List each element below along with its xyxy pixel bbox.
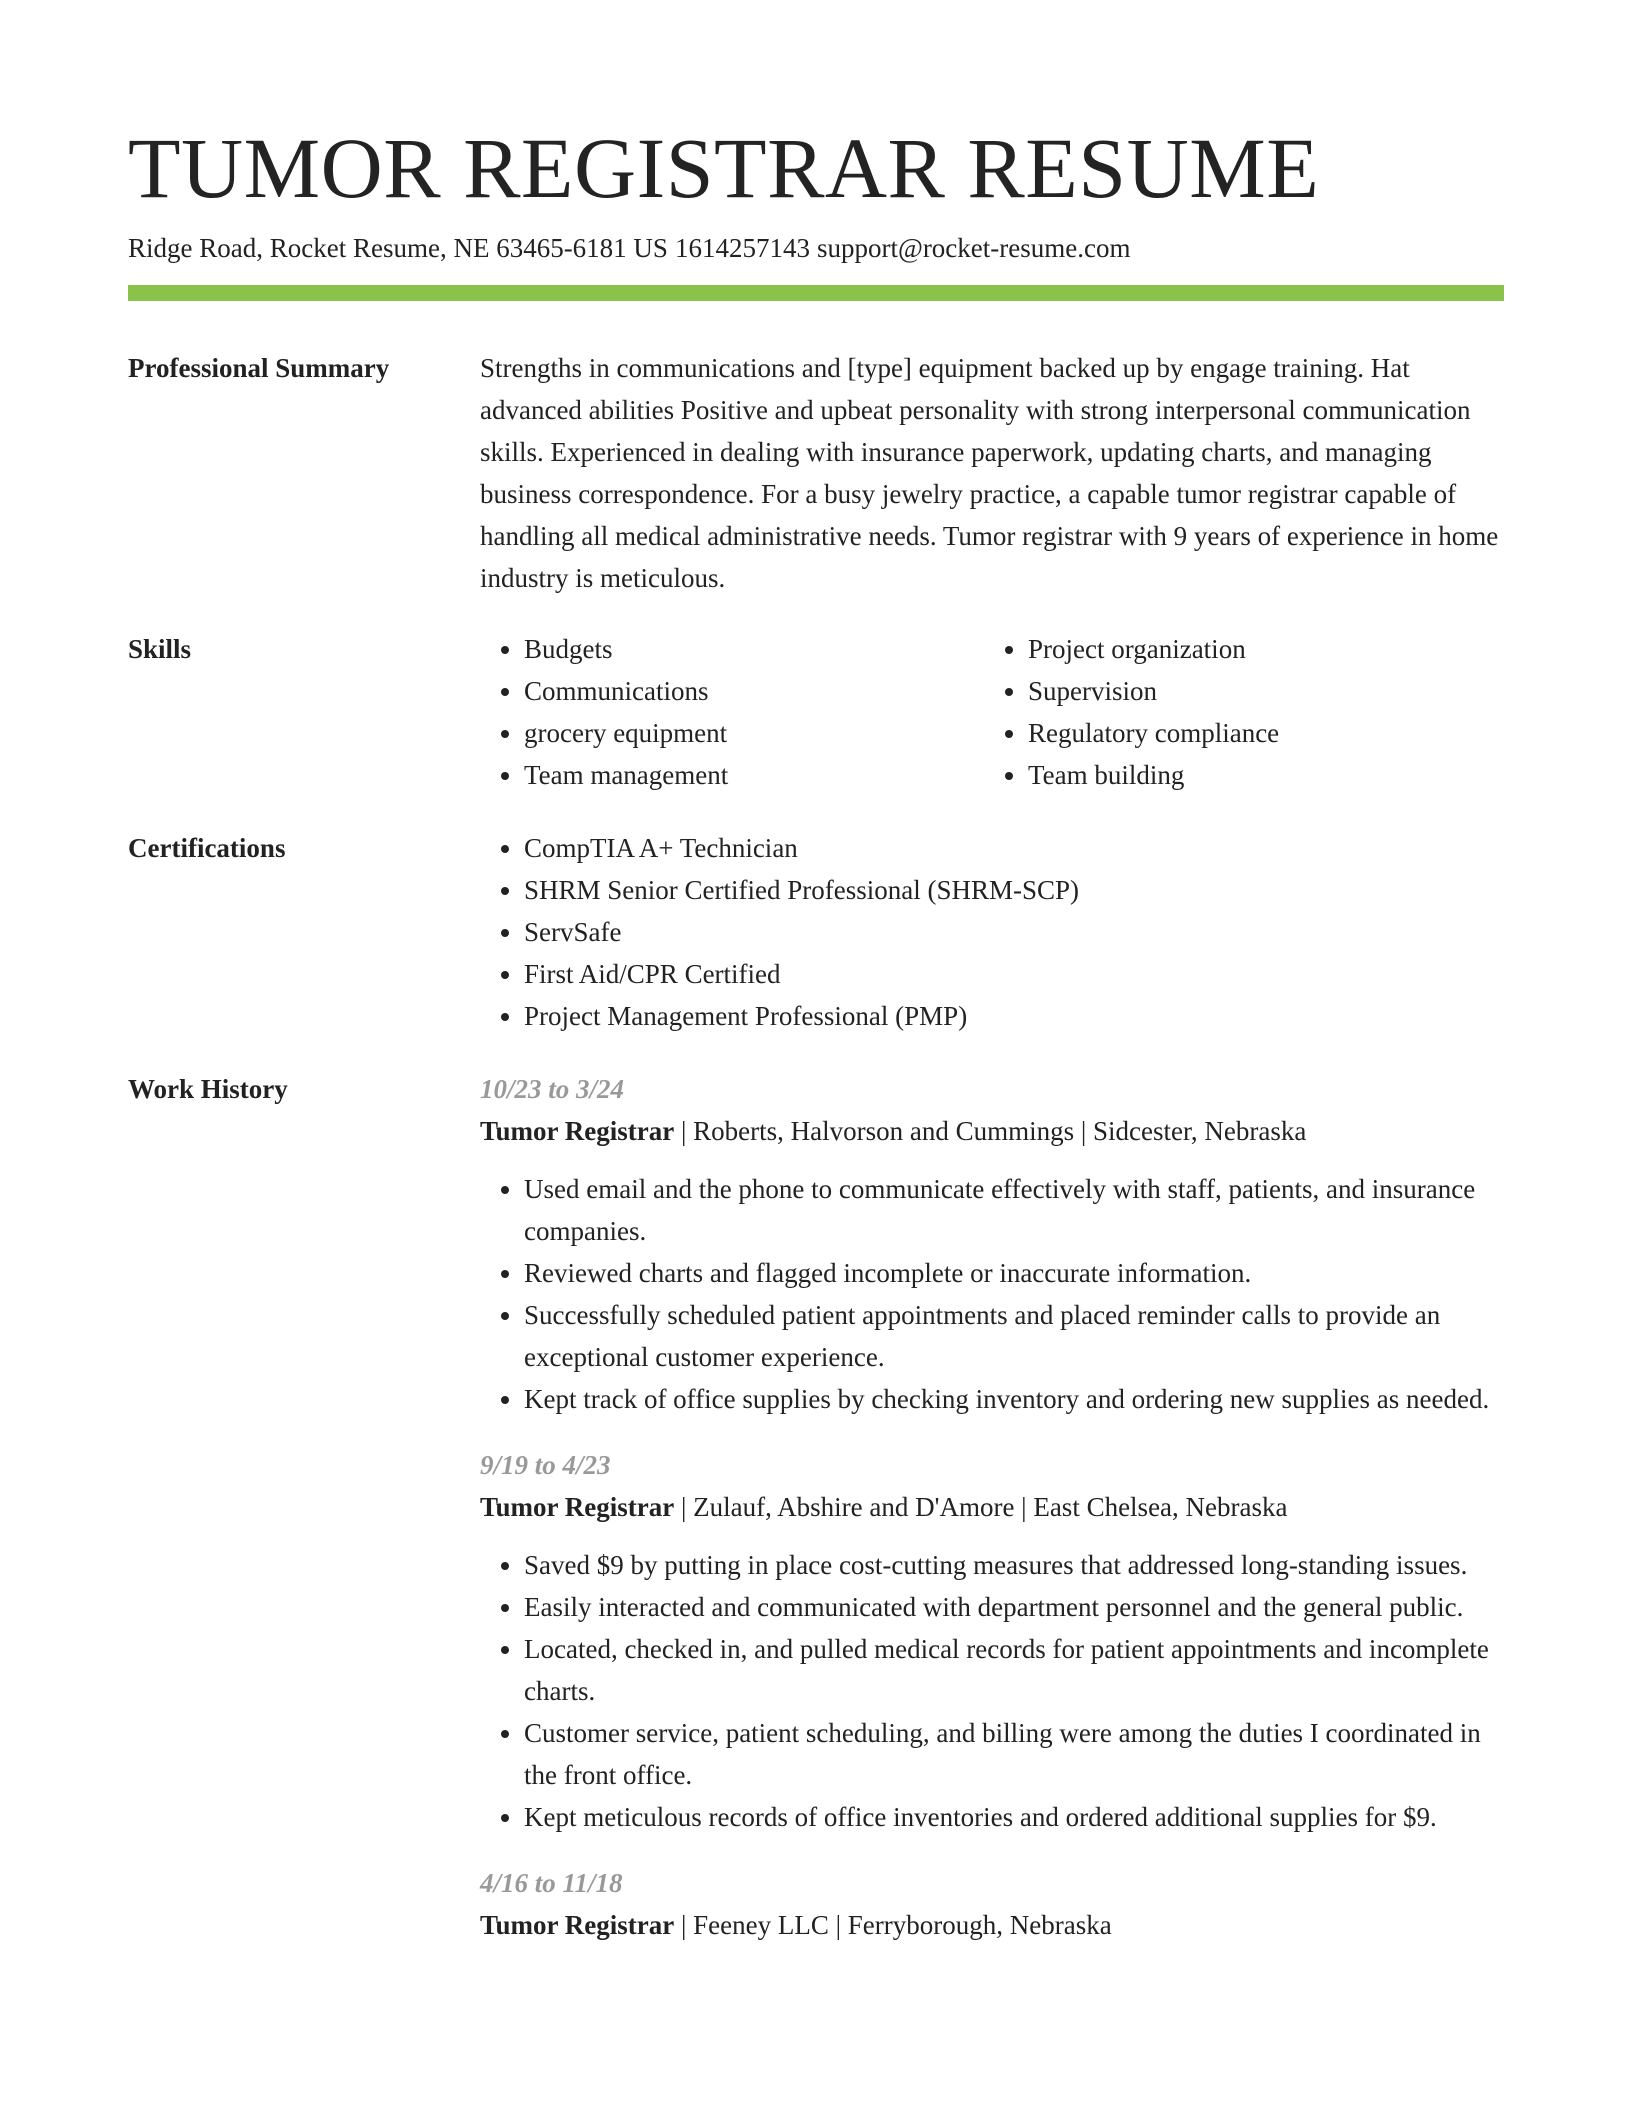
skills-list-right xyxy=(984,628,1488,796)
job-bullets xyxy=(480,1168,1506,1420)
job-title: Tumor Registrar xyxy=(480,1910,675,1940)
work-history-body xyxy=(480,1068,1506,1946)
work-history-label: Work History xyxy=(128,1074,288,1104)
skills-label: Skills xyxy=(128,634,192,664)
resume-title: TUMOR REGISTRAR RESUME xyxy=(128,120,1320,216)
skill-item: • Project organization xyxy=(1028,628,1488,670)
certification-item: • SHRM Senior Certified Professional (SHRM-SCP) xyxy=(524,869,1506,911)
job-details: | Roberts, Halvorson and Cummings | Sidcester, Nebraska xyxy=(674,1116,1307,1146)
certifications-body xyxy=(480,827,1506,1037)
job-bullet: • Used email and the phone to communicate effectively with staff, patients, and insurance companies. xyxy=(524,1168,1506,1252)
job-bullet: • Easily interacted and communicated with department personnel and the general public. xyxy=(524,1586,1506,1628)
header-divider xyxy=(128,285,1504,301)
summary-body xyxy=(480,347,1506,599)
summary-text: Strengths in communications and [type] equipment backed up by engage training. Hat advanced abilities Positive and upbeat personality with strong interpersonal communication skills. Experienced in dealing with insurance paperwork, updating charts, and managing business correspondence. For a busy jewelry practice, a capable tumor registrar capable of handling all medical administrative needs. Tumor registrar with 9 years of experience in home industry is meticulous. xyxy=(480,353,1499,593)
job-details: | Feeney LLC | Ferryborough, Nebraska xyxy=(674,1910,1112,1940)
contact-address: Ridge Road, Rocket Resume, NE 63465-6181 US xyxy=(128,233,668,263)
job-details: | Zulauf, Abshire and D'Amore | East Chelsea, Nebraska xyxy=(674,1492,1288,1522)
job-bullet: • Kept track of office supplies by checking inventory and ordering new supplies as needed. xyxy=(524,1378,1506,1420)
job-dates: 9/19 to 4/23 xyxy=(480,1450,611,1480)
job-bullet: • Kept meticulous records of office inventories and ordered additional supplies for $9. xyxy=(524,1796,1506,1838)
skill-item: • Team management xyxy=(524,754,984,796)
job-bullet: • Customer service, patient scheduling, and billing were among the duties I coordinated in the front office. xyxy=(524,1712,1506,1796)
certification-item: • CompTIA A+ Technician xyxy=(524,827,1506,869)
job-bullet: • Successfully scheduled patient appointments and placed reminder calls to provide an exceptional customer experience. xyxy=(524,1294,1506,1378)
skill-item: • Team building xyxy=(1028,754,1488,796)
job-bullet: • Reviewed charts and flagged incomplete or inaccurate information. xyxy=(524,1252,1506,1294)
skill-item: • grocery equipment xyxy=(524,712,984,754)
skill-item: • Supervision xyxy=(1028,670,1488,712)
job-heading xyxy=(480,1904,1506,1946)
job-dates: 10/23 to 3/24 xyxy=(480,1074,625,1104)
certifications-label: Certifications xyxy=(128,833,286,863)
job-heading xyxy=(480,1110,1506,1152)
certification-item: • First Aid/CPR Certified xyxy=(524,953,1506,995)
job-entry xyxy=(480,1862,1506,1946)
contact-phone: 1614257143 xyxy=(674,233,810,263)
summary-label: Professional Summary xyxy=(128,353,390,383)
job-entry xyxy=(480,1444,1506,1838)
job-heading xyxy=(480,1486,1506,1528)
job-dates: 4/16 to 11/18 xyxy=(480,1868,623,1898)
certification-item: • ServSafe xyxy=(524,911,1506,953)
job-title: Tumor Registrar xyxy=(480,1492,675,1522)
job-bullet: • Located, checked in, and pulled medical records for patient appointments and incomplete charts. xyxy=(524,1628,1506,1712)
job-title: Tumor Registrar xyxy=(480,1116,675,1146)
contact-line xyxy=(128,230,1130,266)
certifications-list xyxy=(480,827,1506,1037)
skills-list-left xyxy=(480,628,984,796)
certification-item: • Project Management Professional (PMP) xyxy=(524,995,1506,1037)
skill-item: • Communications xyxy=(524,670,984,712)
job-entry xyxy=(480,1068,1506,1420)
job-bullet: • Saved $9 by putting in place cost-cutting measures that addressed long-standing issues. xyxy=(524,1544,1506,1586)
skills-body xyxy=(480,628,1506,796)
job-bullets xyxy=(480,1544,1506,1838)
skill-item: • Budgets xyxy=(524,628,984,670)
skill-item: • Regulatory compliance xyxy=(1028,712,1488,754)
contact-email: support@rocket-resume.com xyxy=(816,233,1131,263)
